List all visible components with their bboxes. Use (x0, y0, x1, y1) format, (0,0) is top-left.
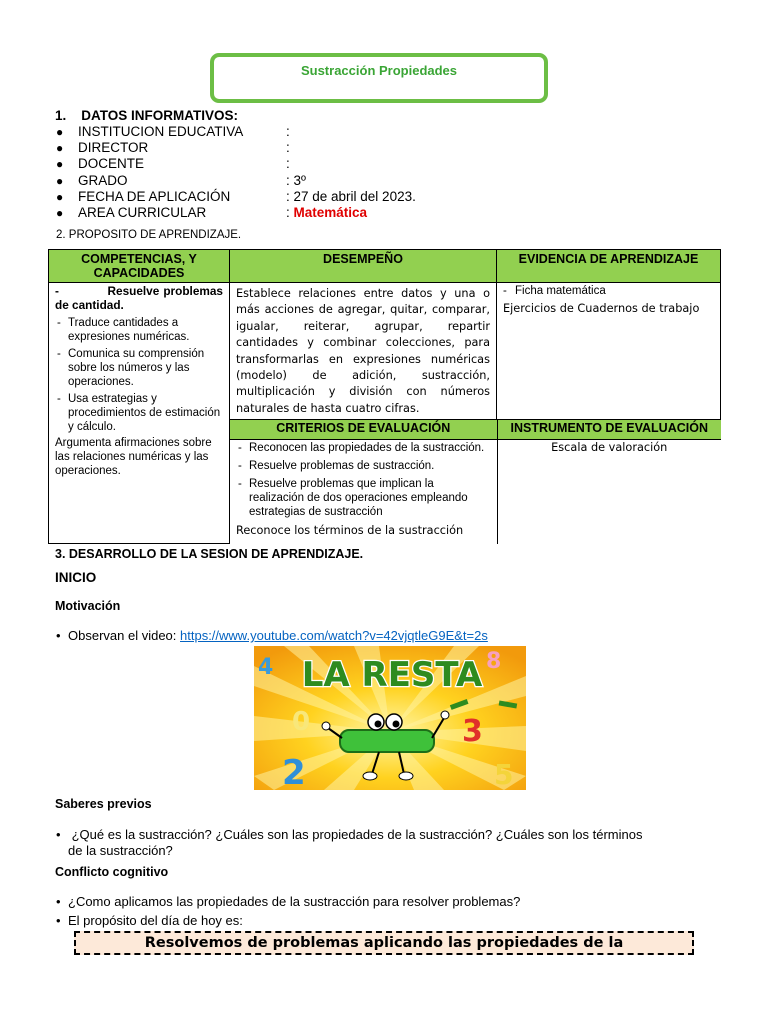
title-letters (302, 655, 483, 695)
saberes-heading: Saberes previos (55, 797, 152, 811)
capacidades-list (55, 316, 223, 434)
banner-illustration (254, 646, 526, 790)
banner-digit: 3 (462, 714, 483, 749)
evidencia-item: - Ficha matemática (503, 285, 606, 297)
bullet-icon: ● (56, 206, 64, 220)
desempeno-cell: Establece relaciones entre datos y una o más acciones de agregar, quitar, comparar, igualar, reiterar, agrupar, repartir cantidades y combinar colecciones, para transformarlas en expresiones numéricas (modelo) de adición, sustracción, multiplicación y división con números naturales de hasta cuatro cifras. (230, 283, 497, 420)
bullet-icon: • (56, 827, 61, 842)
bullet-icon: • (56, 628, 61, 643)
list-item: - Resuelve problemas que implican la realización de dos operaciones empleando estrategias de sustracción (236, 477, 491, 519)
section-proposito-heading: 2. PROPOSITO DE APRENDIZAJE. (56, 229, 242, 241)
criterio-extra: Reconoce los términos de la sustracción (236, 523, 464, 537)
list-item: - Comunica su comprensión sobre los números y las operaciones. (55, 347, 223, 389)
proposito-table (48, 249, 721, 544)
motivacion-heading: Motivación (55, 599, 121, 613)
bullet-icon: • (56, 894, 61, 909)
bullet-icon: ● (56, 190, 64, 204)
banner-digit: 5 (494, 758, 514, 790)
bullet-icon: ● (56, 125, 64, 139)
proposito-text: Resolvemos de problemas aplicando las propiedades de la (144, 935, 624, 951)
bullet-icon: • (56, 913, 61, 928)
header-evidencia: EVIDENCIA DE APRENDIZAJE (497, 250, 721, 283)
header-competencias: COMPETENCIAS, Y CAPACIDADES (49, 250, 230, 283)
video-link[interactable]: https://www.youtube.com/watch?v=42vjqtleG9E&t=2s (180, 628, 488, 643)
banner-digit: 2 (282, 753, 306, 790)
competencia-title: - Resuelve problemas de cantidad. (55, 284, 223, 312)
header-instrumento: INSTRUMENTO DE EVALUACIÓN (497, 420, 721, 439)
area-value: Matemática (293, 205, 368, 220)
proposito-box (74, 931, 694, 955)
banner-digit: 4 (258, 655, 274, 680)
banner-digit: 0 (292, 707, 311, 737)
criterios-list (236, 441, 491, 519)
evidencia-cell (497, 283, 721, 420)
criterios-cell (230, 439, 497, 544)
banner-title: LA RESTA (301, 655, 483, 695)
bullet-icon: ● (56, 141, 64, 155)
competencias-cell (49, 283, 230, 544)
evidencia-extra: Ejercicios de Cuadernos de trabajo (503, 302, 700, 315)
section-datos-heading: 1. DATOS INFORMATIVOS: (55, 108, 239, 123)
list-item: - Usa estrategias y procedimientos de estimación y cálculo. (55, 392, 223, 434)
inicio-heading: INICIO (55, 570, 97, 585)
header-criterios: CRITERIOS DE EVALUACIÓN (230, 420, 497, 439)
title-box (210, 53, 548, 103)
argumenta-text: Argumenta afirmaciones sobre las relaciones numéricas y las operaciones. (55, 437, 212, 477)
list-item: - Resuelve problemas de sustracción. (236, 459, 491, 473)
banner-digit: 8 (486, 649, 502, 674)
section-desarrollo-heading: 3. DESARROLLO DE LA SESION DE APRENDIZAJE. (55, 547, 364, 561)
document-title: Sustracción Propiedades (300, 63, 458, 78)
header-desempeno: DESEMPEÑO (230, 250, 497, 283)
list-item: - Traduce cantidades a expresiones numéricas. (55, 316, 223, 344)
bullet-icon: ● (56, 157, 64, 171)
bullet-icon: ● (56, 174, 64, 188)
la-resta-banner-image (254, 646, 526, 790)
conflicto-heading: Conflicto cognitivo (55, 865, 169, 879)
instrumento-cell: Escala de valoración (497, 439, 721, 544)
list-item: - Reconocen las propiedades de la sustracción. (236, 441, 491, 455)
